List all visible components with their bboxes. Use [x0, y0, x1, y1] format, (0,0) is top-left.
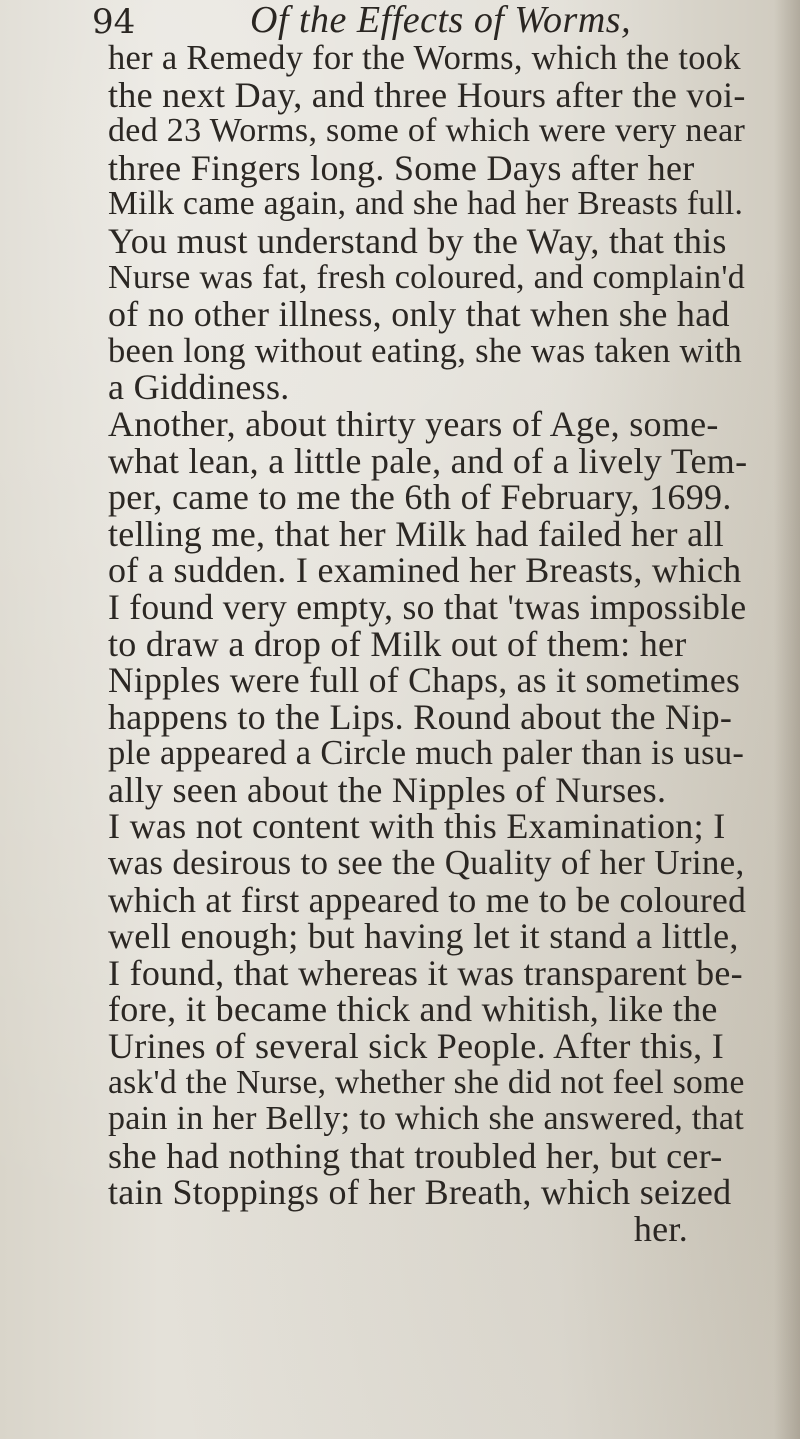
text-line: of a sudden. I examined her Breasts, which — [108, 550, 742, 591]
text-line: was desirous to see the Quality of her Urine, — [108, 843, 745, 883]
text-line: to draw a drop of Milk out of them: her — [108, 623, 687, 664]
text-line: a Giddiness. — [108, 367, 290, 408]
text-line: the next Day, and three Hours after the voi- — [108, 74, 746, 115]
text-line: Another, about thirty years of Age, some- — [108, 403, 719, 444]
text-line: three Fingers long. Some Days after her — [108, 147, 695, 188]
text-line: her a Remedy for the Worms, which the took — [108, 39, 741, 77]
text-line: pain in her Belly; to which she answered, that — [108, 1100, 745, 1138]
text-line: well enough; but having let it stand a little, — [108, 916, 739, 957]
text-line: she had nothing that troubled her, but cer- — [108, 1135, 723, 1176]
text-line: been long without eating, she was taken with — [108, 331, 743, 370]
text-line: Milk came again, and she had her Breasts full. — [108, 185, 744, 223]
text-line: I found very empty, so that 'twas impossible — [108, 586, 747, 627]
text-line: I found, that whereas it was transparent be- — [108, 952, 743, 993]
text-line: ded 23 Worms, some of which were very near — [108, 112, 746, 150]
page-edge-shadow — [774, 0, 800, 1439]
text-line: Nurse was fat, fresh coloured, and complain'd — [108, 258, 746, 296]
text-line: per, came to me the 6th of February, 1699. — [108, 477, 732, 518]
text-line: ally seen about the Nipples of Nurses. — [108, 769, 667, 810]
text-line: tain Stoppings of her Breath, which seized — [108, 1172, 732, 1213]
text-line: You must understand by the Way, that this — [108, 220, 727, 261]
page-number: 94 — [92, 2, 136, 42]
text-line: which at first appeared to me to be coloured — [108, 879, 747, 920]
text-line: fore, it became thick and whitish, like the — [108, 989, 718, 1030]
text-line: happens to the Lips. Round about the Nip- — [108, 696, 733, 737]
running-head: Of the Effects of Worms, — [250, 0, 632, 41]
text-line: telling me, that her Milk had failed her all — [108, 513, 725, 554]
text-line: Nipples were full of Chaps, as it sometimes — [108, 660, 741, 701]
body-text — [108, 40, 748, 1248]
text-line: Urines of several sick People. After this, I — [108, 1026, 725, 1067]
text-line: ask'd the Nurse, whether she did not feel some — [108, 1063, 745, 1101]
text-line: of no other illness, only that when she had — [108, 294, 730, 335]
text-line: I was not content with this Examination; I — [108, 806, 726, 847]
text-line: what lean, a little pale, and of a lively Tem- — [108, 440, 748, 481]
text-line: ple appeared a Circle much paler than is usu- — [108, 734, 745, 773]
text-line: her. — [633, 1209, 688, 1249]
